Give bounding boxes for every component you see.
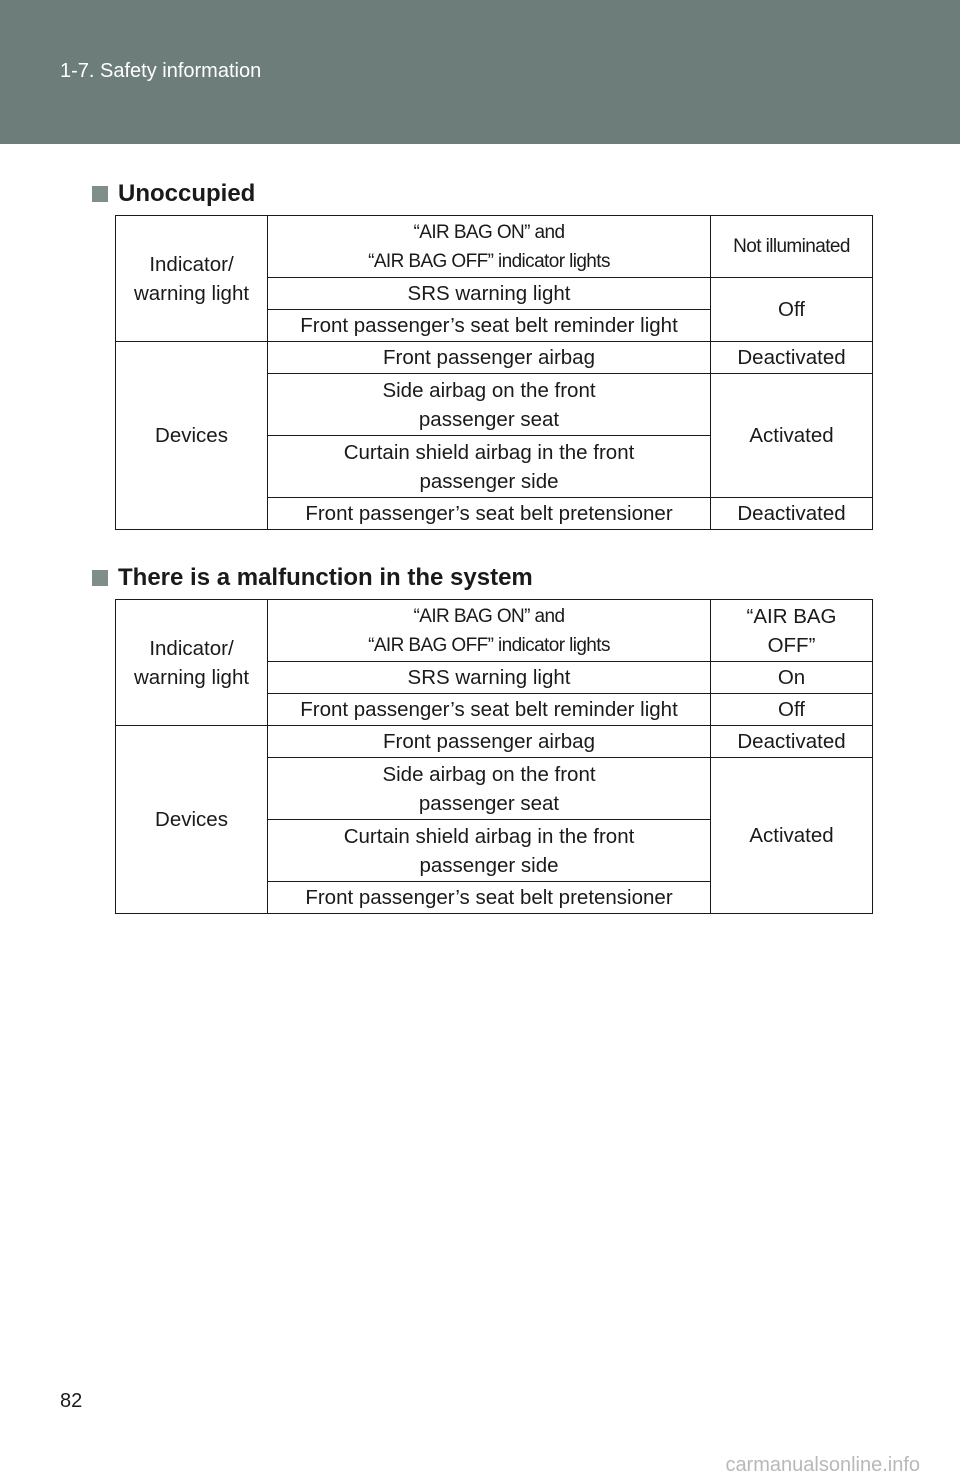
section-title-unoccupied — [92, 180, 255, 208]
airbag-lights-cell — [268, 600, 711, 662]
devices-label: Devices — [116, 342, 268, 530]
belt-pretensioner: Front passenger’s seat belt pretensioner — [268, 498, 711, 530]
front-airbag: Front passenger airbag — [268, 726, 711, 758]
watermark: carmanualsonline.info — [725, 1454, 920, 1476]
srs-value: On — [711, 662, 873, 694]
page-number: 82 — [60, 1390, 83, 1412]
section-title-malfunction — [92, 564, 533, 592]
front-airbag-value: Deactivated — [711, 726, 873, 758]
front-airbag: Front passenger airbag — [268, 342, 711, 374]
square-bullet-icon — [92, 570, 108, 586]
indicator-label: Indicator/ warning light — [116, 216, 268, 342]
curtain-airbag: Curtain shield airbag in the front passenger side — [268, 820, 711, 882]
airbag-lights-line2: “AIR BAG OFF” indicator lights — [368, 634, 610, 656]
breadcrumb: 1-7. Safety information — [60, 60, 262, 82]
airbag-lights-line1: “AIR BAG ON” and — [413, 605, 565, 627]
srs-belt-value: Off — [711, 278, 873, 342]
square-bullet-icon — [92, 186, 108, 202]
airbag-lights-line1: “AIR BAG ON” and — [413, 221, 565, 243]
pretensioner-value: Deactivated — [711, 498, 873, 530]
page-header — [0, 0, 960, 144]
belt-pretensioner: Front passenger’s seat belt pretensioner — [268, 882, 711, 914]
airbag-lights-value: Not illuminated — [711, 216, 873, 278]
airbag-lights-cell — [268, 216, 711, 278]
front-airbag-value: Deactivated — [711, 342, 873, 374]
srs-warning-light: SRS warning light — [268, 662, 711, 694]
airbag-lights-line2: “AIR BAG OFF” indicator lights — [368, 250, 610, 272]
devices-label: Devices — [116, 726, 268, 914]
side-airbag: Side airbag on the front passenger seat — [268, 374, 711, 436]
belt-value: Off — [711, 694, 873, 726]
curtain-airbag: Curtain shield airbag in the front passenger side — [268, 436, 711, 498]
airbag-lights-value: “AIR BAG OFF” — [711, 600, 873, 662]
rest-value: Activated — [711, 758, 873, 914]
belt-reminder-light: Front passenger’s seat belt reminder light — [268, 694, 711, 726]
srs-warning-light: SRS warning light — [268, 278, 711, 310]
side-airbag: Side airbag on the front passenger seat — [268, 758, 711, 820]
side-curtain-value: Activated — [711, 374, 873, 498]
section-title-text: Unoccupied — [118, 180, 256, 207]
malfunction-table — [115, 599, 873, 914]
section-title-text: There is a malfunction in the system — [118, 564, 533, 591]
indicator-label: Indicator/ warning light — [116, 600, 268, 726]
belt-reminder-light: Front passenger’s seat belt reminder light — [268, 310, 711, 342]
unoccupied-table — [115, 215, 873, 530]
